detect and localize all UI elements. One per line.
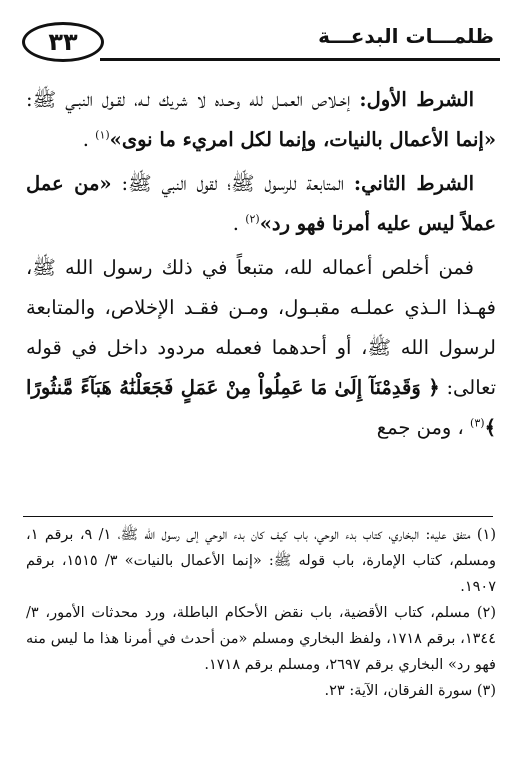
first-condition-text: إخـلاص العمـل لله وحـده لا شريك لـه، لقـول النبـي ﷺ: (26, 88, 360, 111)
footnote-2 (26, 600, 496, 678)
footnotes (26, 522, 496, 704)
book-title: ظلمـــات البدعـــة (318, 24, 494, 48)
quran-verse: ﴿ وَقَدِمْنَآ إِلَىٰ مَا عَمِلُواْ مِنْ عَمَلٍ فَجَعَلْنَٰهُ هَبَآءً مَّنثُورًا ﴾ (26, 376, 496, 439)
second-condition-text: المتابعة للرسول ﷺ؛ لقول النبي ﷺ: (111, 172, 354, 195)
footnote-number: (٢) (476, 605, 496, 621)
paragraph-conclusion (26, 248, 496, 448)
footnote-3 (26, 678, 496, 704)
footnote-text: متفق عليه: البخاري، كتاب بدء الوحي، باب كيف كان بدء الوحي إلى رسول الله ﷺ، ١/ ٩، برقم ١، ومسلم، كتاب الإمارة، باب قوله ﷺ: «إنما الأعمال بالنيات» ٣/ ١٥١٥، برقم ١٩٠٧. (26, 527, 496, 595)
paragraph-second-condition (26, 164, 496, 244)
conclusion-continuation: ، ومن جمع (376, 416, 471, 439)
first-condition-heading: الشرط الأول: (359, 88, 474, 111)
main-text (26, 80, 496, 452)
footnote-text: سورة الفرقان، الآية: ٢٣. (324, 683, 477, 699)
footnote-ref-3[interactable]: (٣) (470, 416, 485, 430)
conclusion-text: فمن أخلص أعماله لله، متبعاً في ذلك رسول الله ﷺ، فهـذا الـذي عملـه مقبـول، ومـن فقـد الإخلاص، والمتابعة لرسول الله ﷺ، أو أحدهما فعمله مردود داخل في قوله تعالى: (26, 256, 496, 399)
footnote-number: (٣) (476, 683, 496, 699)
header-rule (100, 58, 500, 61)
second-condition-heading: الشرط الثاني: (353, 172, 474, 195)
paragraph-end: . (232, 212, 246, 235)
paragraph-first-condition (26, 80, 496, 160)
footnote-ref-2[interactable]: (٢) (245, 212, 260, 226)
footnote-number: (١) (476, 527, 496, 543)
paragraph-end: . (82, 128, 96, 151)
footnote-text: مسلم، كتاب الأقضية، باب نقض الأحكام الباطلة، ورد محدثات الأمور، ٣/ ١٣٤٤، برقم ١٧١٨، ولفظ البخاري ومسلم «من أحدث في أمرنا هذا ما ليس منه فهو رد» البخاري برقم ٢٦٩٧، ومسلم برقم ١٧١٨. (26, 605, 496, 673)
hadith-quote-rejected: «من عمل عملاً ليس عليه أمرنا فهو رد» (26, 172, 496, 235)
footnote-divider (23, 516, 493, 517)
page-number: ٣٣ (22, 22, 104, 62)
hadith-quote-intentions: «إنما الأعمال بالنيات، وإنما لكل امريء ما نوى» (109, 128, 496, 151)
page-header (22, 14, 500, 70)
footnote-ref-1[interactable]: (١) (95, 128, 110, 142)
footnote-1 (26, 522, 496, 600)
